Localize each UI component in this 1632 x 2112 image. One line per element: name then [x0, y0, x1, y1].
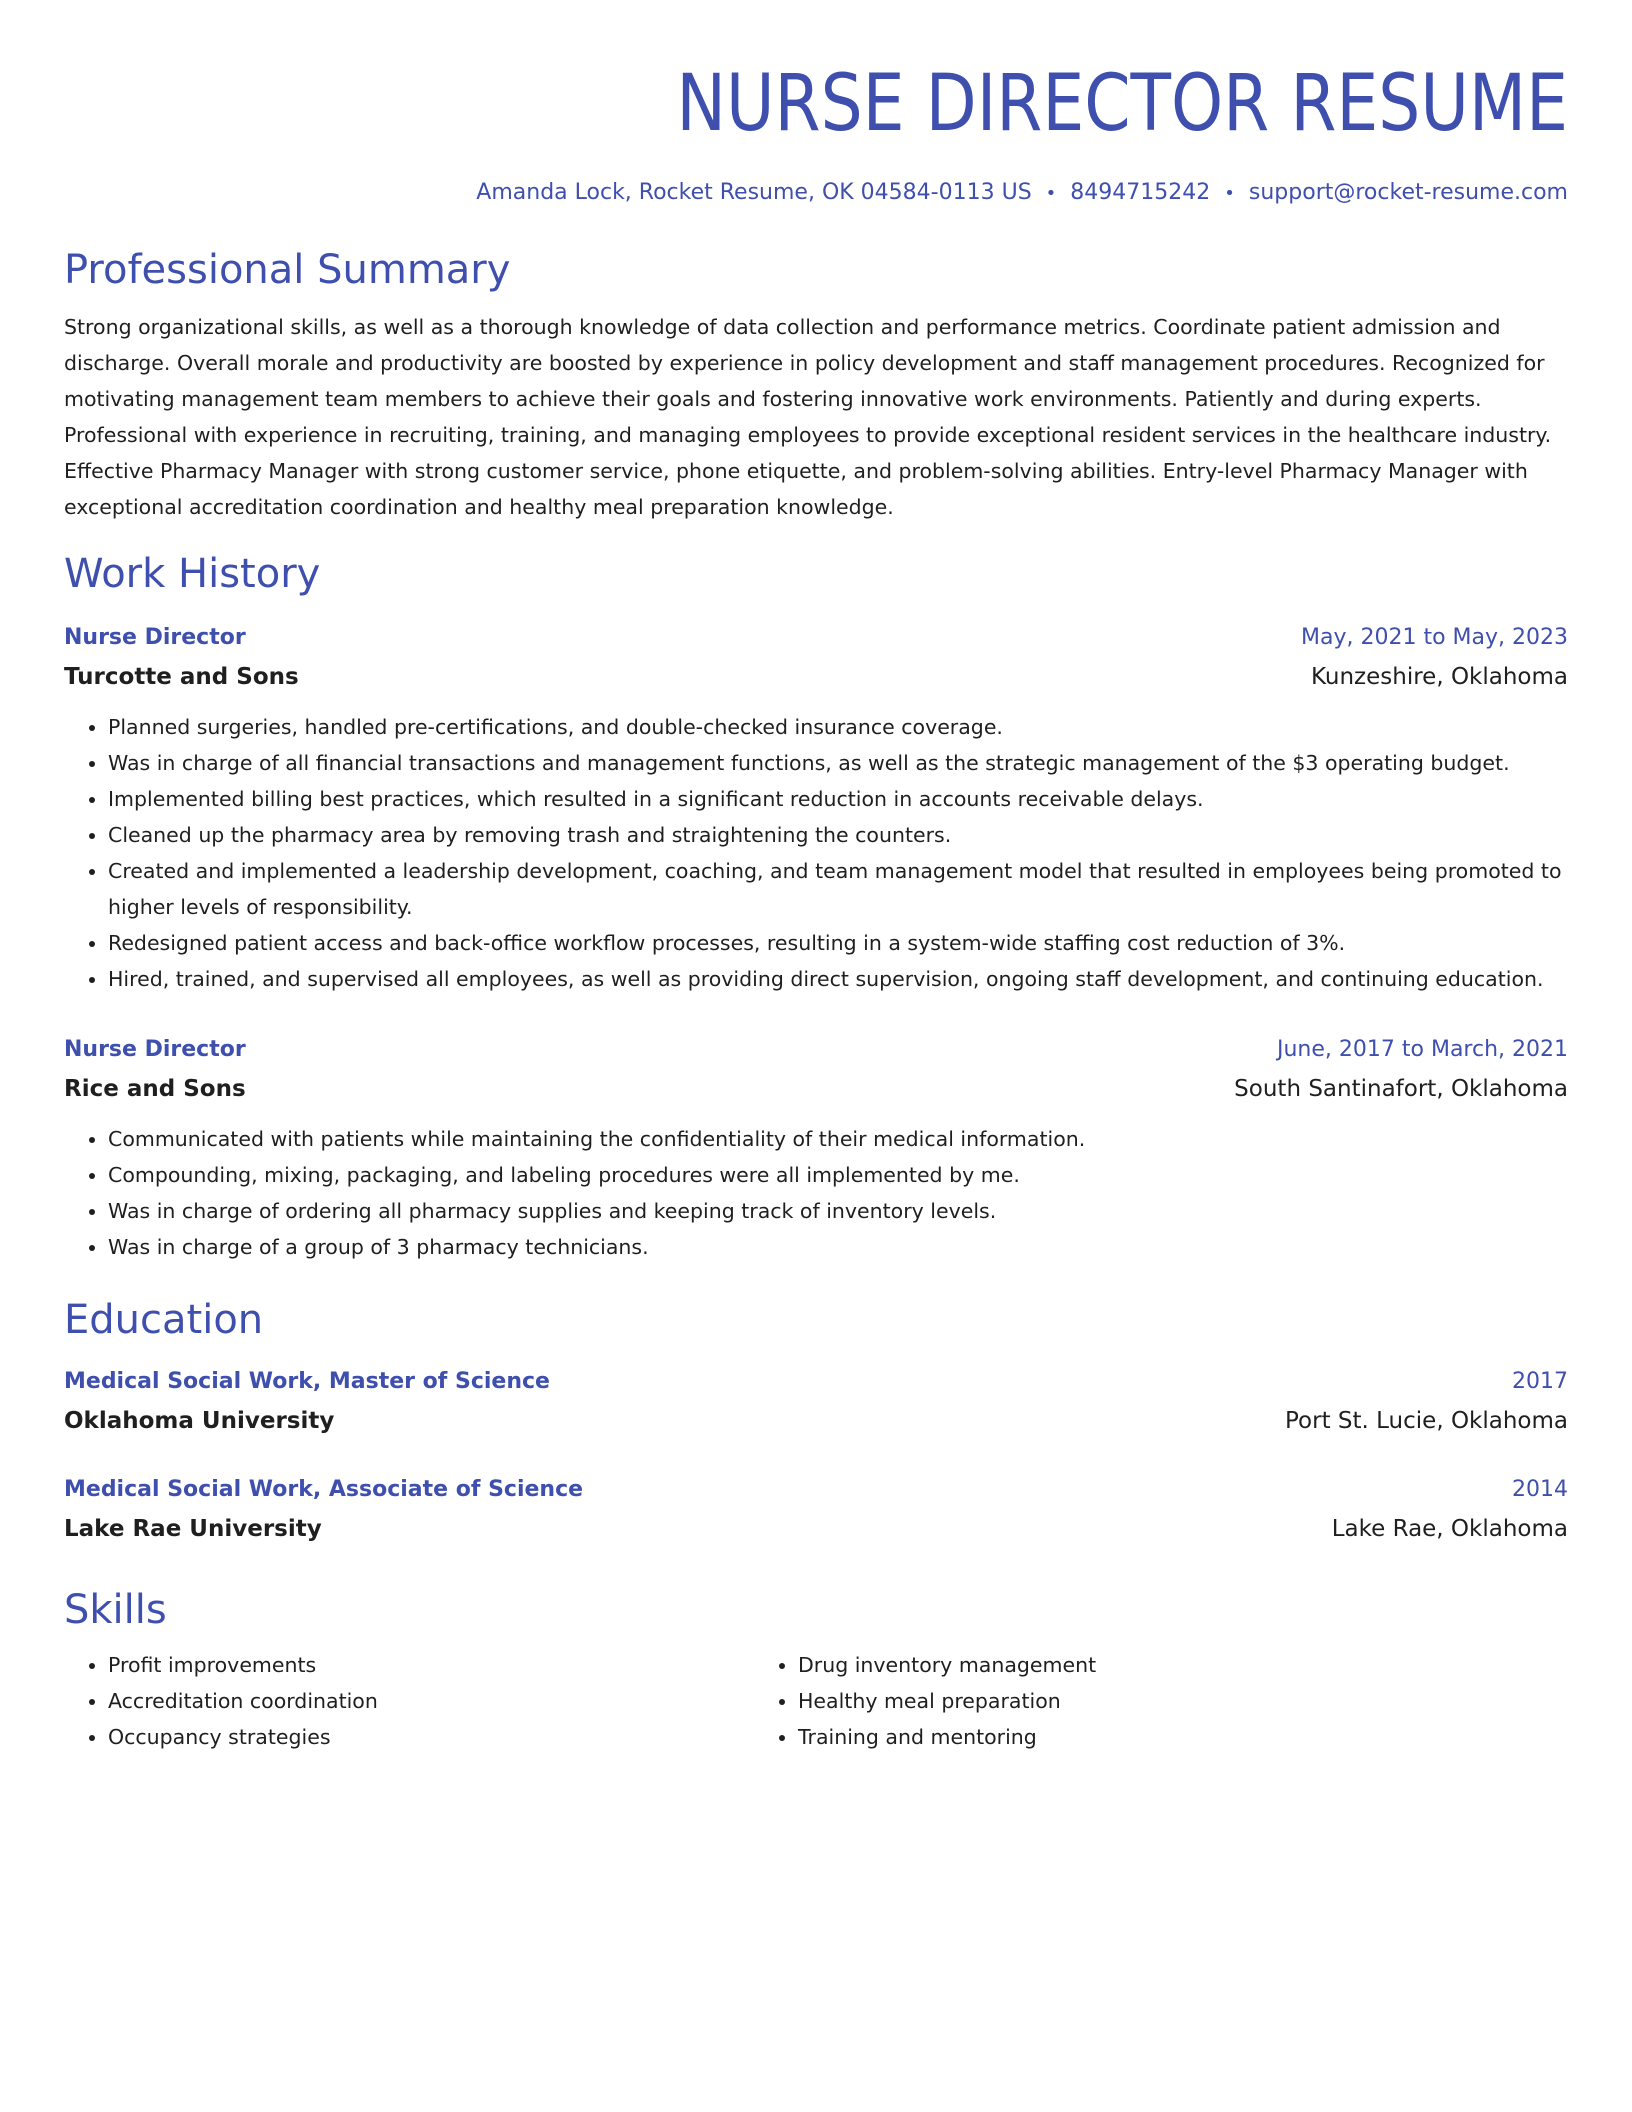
education-school-row — [64, 1509, 1568, 1549]
job-bullet: • Compounding, mixing, packaging, and labeling procedures were all implemented by me. — [108, 1157, 1568, 1193]
job-bullet: • Was in charge of a group of 3 pharmacy technicians. — [108, 1229, 1568, 1265]
skills-heading: Skills — [64, 1587, 167, 1633]
education-year: 2014 — [1512, 1477, 1568, 1502]
education-school: Lake Rae University — [64, 1516, 322, 1542]
education-entry — [64, 1363, 1568, 1441]
job-bullets — [64, 709, 1568, 997]
education-location: Lake Rae, Oklahoma — [1331, 1516, 1568, 1542]
job-bullet: • Was in charge of ordering all pharmacy supplies and keeping track of inventory levels. — [108, 1193, 1568, 1229]
education-year: 2017 — [1512, 1369, 1568, 1394]
job-dates: May, 2021 to May, 2023 — [1301, 625, 1568, 650]
education-entry — [64, 1471, 1568, 1549]
job-bullet: • Was in charge of all financial transactions and management functions, as well as the strategic management of the $3 operating budget. — [108, 745, 1568, 781]
skill-item: • Drug inventory management — [798, 1647, 1454, 1683]
job-company-row — [64, 657, 1568, 697]
job-location: Kunzeshire, Oklahoma — [1310, 664, 1568, 690]
contact-address: Amanda Lock, Rocket Resume, OK 04584-0113 US — [476, 180, 1032, 205]
job-bullet: • Planned surgeries, handled pre-certifications, and double-checked insurance coverage. — [108, 709, 1568, 745]
skill-item: • Accreditation coordination — [108, 1683, 754, 1719]
education-degree: Medical Social Work, Master of Science — [64, 1369, 550, 1394]
skills-grid — [64, 1647, 1568, 1755]
job-entry — [64, 1031, 1568, 1265]
contact-email[interactable]: support@rocket-resume.com — [1248, 180, 1568, 205]
job-bullets — [64, 1121, 1568, 1265]
skill-item: • Occupancy strategies — [108, 1719, 754, 1755]
job-bullet: • Hired, trained, and supervised all employees, as well as providing direct supervision, ongoing staff development, and continuing education. — [108, 961, 1568, 997]
job-bullet: • Cleaned up the pharmacy area by removing trash and straightening the counters. — [108, 817, 1568, 853]
education-header-row — [64, 1363, 1568, 1401]
work-history-heading: Work History — [64, 551, 321, 597]
job-location: South Santinafort, Oklahoma — [1234, 1076, 1568, 1102]
education-header-row — [64, 1471, 1568, 1509]
job-header-row — [64, 1031, 1568, 1069]
contact-line — [64, 178, 1568, 209]
skill-item: • Training and mentoring — [798, 1719, 1454, 1755]
contact-phone: 8494715242 — [1070, 180, 1211, 205]
contact-separator: • — [1045, 183, 1057, 204]
job-role: Nurse Director — [64, 1037, 246, 1062]
education-heading: Education — [64, 1297, 264, 1343]
job-dates: June, 2017 to March, 2021 — [1277, 1037, 1568, 1062]
job-bullet: • Created and implemented a leadership development, coaching, and team management model that resulted in employees being promoted to higher levels of responsibility. — [108, 853, 1568, 925]
job-role: Nurse Director — [64, 625, 246, 650]
job-company: Rice and Sons — [64, 1076, 246, 1102]
job-bullet: • Communicated with patients while maintaining the confidentiality of their medical information. — [108, 1121, 1568, 1157]
skills-list-left — [64, 1647, 754, 1755]
summary-text: Strong organizational skills, as well as a thorough knowledge of data collection and performance metrics. Coordinate patient admission and discharge. Overall morale and productivity are boosted by experience in policy development and staff management procedures. Recognized for motivating management team members to achieve their goals and fostering innovative work environments. Patiently and during experts. Professional with experience in recruiting, training, and managing employees to provide exceptional resident services in the healthcare industry. Effective Pharmacy Manager with strong customer service, phone etiquette, and problem-solving abilities. Entry-level Pharmacy Manager with exceptional accreditation coordination and healthy meal preparation knowledge. — [64, 315, 1552, 519]
summary-heading: Professional Summary — [64, 247, 511, 293]
skill-item: • Profit improvements — [108, 1647, 754, 1683]
education-degree: Medical Social Work, Associate of Science — [64, 1477, 584, 1502]
education-school: Oklahoma University — [64, 1408, 335, 1434]
job-header-row — [64, 619, 1568, 657]
job-company-row — [64, 1069, 1568, 1109]
job-bullet: • Redesigned patient access and back-office workflow processes, resulting in a system-wide staffing cost reduction of 3%. — [108, 925, 1568, 961]
resume-title: NURSE DIRECTOR RESUME — [676, 59, 1568, 149]
skills-list-right — [754, 1647, 1454, 1755]
education-location: Port St. Lucie, Oklahoma — [1285, 1408, 1568, 1434]
job-bullet: • Implemented billing best practices, which resulted in a significant reduction in accounts receivable delays. — [108, 781, 1568, 817]
job-entry — [64, 619, 1568, 997]
skill-item: • Healthy meal preparation — [798, 1683, 1454, 1719]
contact-separator: • — [1224, 183, 1235, 204]
education-school-row — [64, 1401, 1568, 1441]
job-company: Turcotte and Sons — [64, 664, 299, 690]
